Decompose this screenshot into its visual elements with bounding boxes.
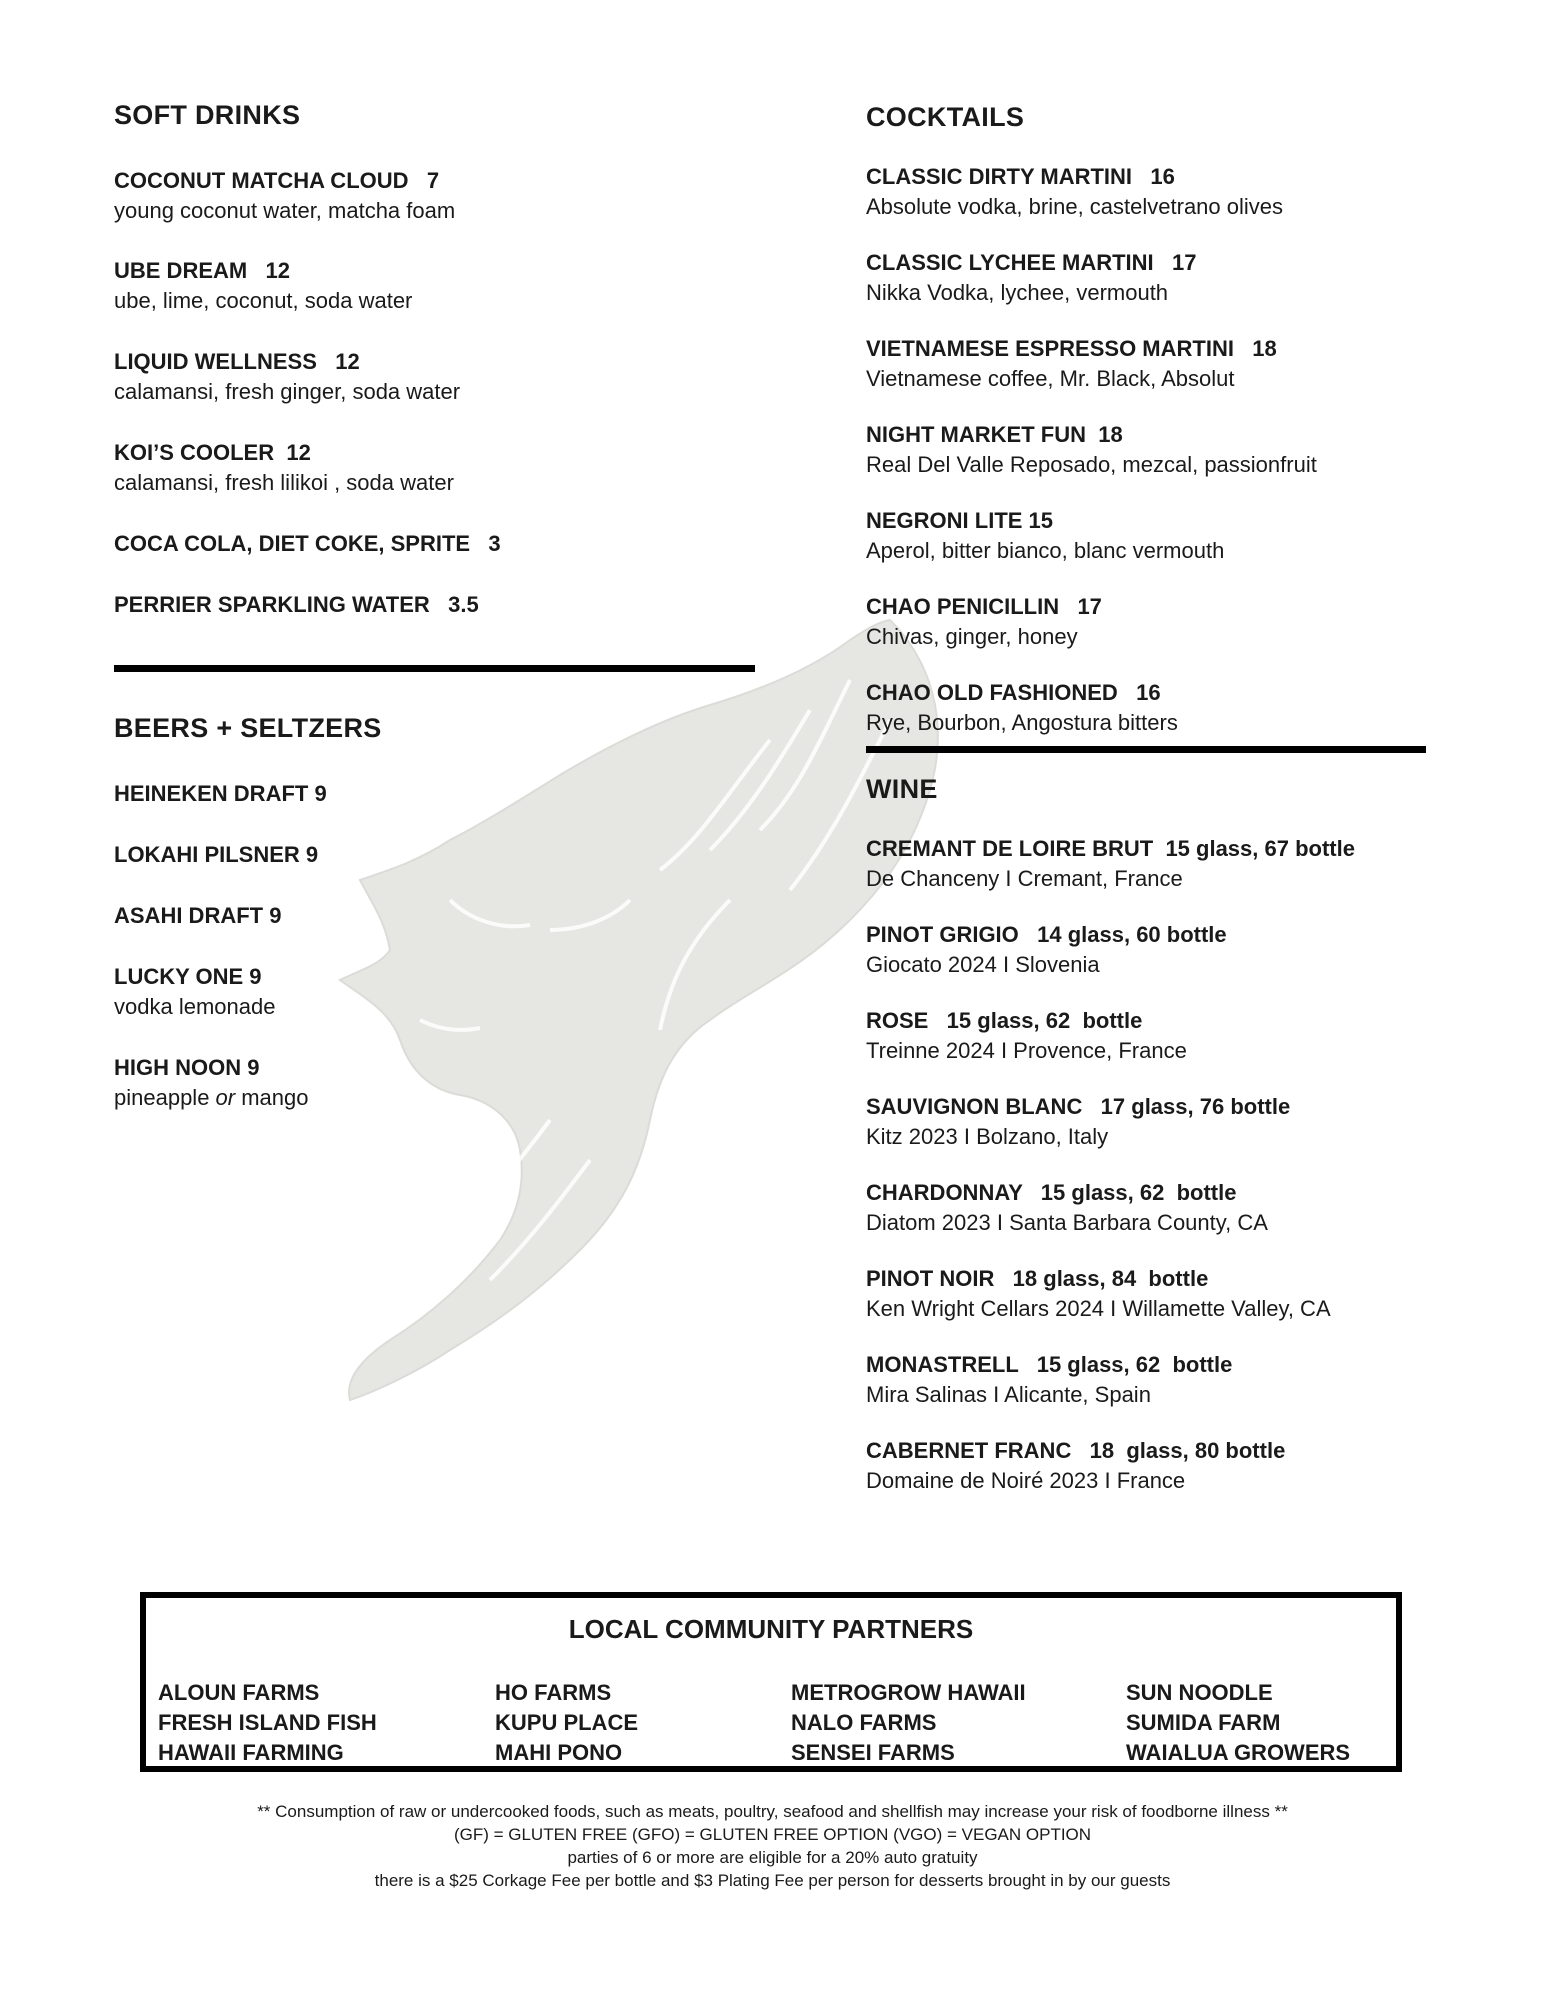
section-divider [866,746,1426,753]
soft-drinks-list [114,166,501,620]
item-desc: ube, lime, coconut, soda water [114,288,413,313]
item-desc [114,1083,327,1113]
item-desc: Kitz 2023 I Bolzano, Italy [866,1124,1109,1149]
wine-list [866,834,1355,1496]
menu-item [866,834,1355,894]
item-desc: Aperol, bitter bianco, blanc vermouth [866,538,1225,563]
beers-section [114,713,382,744]
menu-item [114,256,501,316]
partners-column [1126,1678,1350,1768]
partner-name: SUMIDA FARM [1126,1710,1281,1735]
menu-item [866,1264,1355,1324]
menu-item [866,678,1317,738]
item-desc: Treinne 2024 I Provence, France [866,1038,1187,1063]
item-name: CLASSIC LYCHEE MARTINI 17 [866,250,1197,275]
menu-item [114,438,501,498]
partners-title: LOCAL COMMUNITY PARTNERS [568,1614,974,1644]
beers-list [114,779,327,1113]
item-desc: calamansi, fresh lilikoi , soda water [114,470,454,495]
menu-item [866,1350,1355,1410]
item-name: HIGH NOON 9 [114,1055,260,1080]
partner-name: SENSEI FARMS [791,1740,955,1765]
item-desc: Real Del Valle Reposado, mezcal, passionfruit [866,452,1317,477]
partner-name: METROGROW HAWAII [791,1680,1026,1705]
item-name: CLASSIC DIRTY MARTINI 16 [866,164,1175,189]
item-name: LUCKY ONE 9 [114,964,262,989]
section-title: COCKTAILS [866,102,1025,132]
menu-item [114,590,501,620]
item-name: LOKAHI PILSNER 9 [114,842,319,867]
item-name: ROSE 15 glass, 62 bottle [866,1008,1143,1033]
cocktails-list [866,162,1317,738]
wine-section [866,774,938,805]
item-name: CREMANT DE LOIRE BRUT 15 glass, 67 bottle [866,836,1355,861]
item-name: KOI’S COOLER 12 [114,440,311,465]
partner-name: HO FARMS [495,1680,612,1705]
partners-column [158,1678,377,1768]
menu-item [114,347,501,407]
partner-name: ALOUN FARMS [158,1680,320,1705]
menu-item [866,334,1317,394]
footer-notes [0,1800,1545,1892]
menu-item [114,901,327,931]
footer-line: there is a $25 Corkage Fee per bottle and $3 Plating Fee per person for desserts brought in by our guests [374,1871,1171,1890]
item-desc: calamansi, fresh ginger, soda water [114,379,461,404]
soft-drinks-section [114,100,300,131]
item-desc: Rye, Bourbon, Angostura bitters [866,710,1178,735]
section-divider [114,665,755,672]
menu-item [114,1053,327,1113]
menu-item [866,162,1317,222]
item-desc: Domaine de Noiré 2023 I France [866,1468,1186,1493]
item-desc: Ken Wright Cellars 2024 I Willamette Valley, CA [866,1296,1331,1321]
section-title: WINE [866,774,938,804]
partners-box [140,1592,1402,1772]
item-name: PERRIER SPARKLING WATER 3.5 [114,592,479,617]
item-name: PINOT NOIR 18 glass, 84 bottle [866,1266,1209,1291]
menu-item [866,248,1317,308]
cocktails-section [866,102,1024,133]
menu-item [866,506,1317,566]
partners-column [495,1678,638,1768]
footer-line: (GF) = GLUTEN FREE (GFO) = GLUTEN FREE OPTION (VGO) = VEGAN OPTION [453,1825,1092,1844]
partner-name: NALO FARMS [791,1710,937,1735]
item-desc: vodka lemonade [114,994,276,1019]
partner-name: KUPU PLACE [495,1710,639,1735]
section-title: BEERS + SELTZERS [114,713,382,743]
menu-item [866,420,1317,480]
item-desc: Chivas, ginger, honey [866,624,1078,649]
item-name: VIETNAMESE ESPRESSO MARTINI 18 [866,336,1277,361]
item-desc: Diatom 2023 I Santa Barbara County, CA [866,1210,1268,1235]
section-title: SOFT DRINKS [114,100,301,130]
partners-column [791,1678,1026,1768]
menu-item [866,1006,1355,1066]
item-name: MONASTRELL 15 glass, 62 bottle [866,1352,1233,1377]
footer-line: ** Consumption of raw or undercooked foods, such as meats, poultry, seafood and shellfish may increase your risk of foodborne illness ** [257,1802,1288,1821]
footer-line: parties of 6 or more are eligible for a 20% auto gratuity [567,1848,978,1867]
menu-item [866,592,1317,652]
item-desc: Absolute vodka, brine, castelvetrano olives [866,194,1284,219]
menu-item [866,1092,1355,1152]
partner-name: SUN NOODLE [1126,1680,1273,1705]
item-name: COCONUT MATCHA CLOUD 7 [114,168,440,193]
item-name: LIQUID WELLNESS 12 [114,349,360,374]
item-desc: Giocato 2024 I Slovenia [866,952,1100,977]
menu-item [866,1178,1355,1238]
item-desc: young coconut water, matcha foam [114,198,456,223]
item-name: CABERNET FRANC 18 glass, 80 bottle [866,1438,1286,1463]
desc-part: mango [235,1085,309,1110]
item-desc: De Chanceny I Cremant, France [866,866,1183,891]
partner-name: FRESH ISLAND FISH [158,1710,377,1735]
item-desc: Nikka Vodka, lychee, vermouth [866,280,1169,305]
item-name: CHARDONNAY 15 glass, 62 bottle [866,1180,1237,1205]
item-desc: Mira Salinas I Alicante, Spain [866,1382,1151,1407]
item-name: COCA COLA, DIET COKE, SPRITE 3 [114,531,501,556]
menu-item [114,962,327,1022]
partner-name: HAWAII FARMING [158,1740,344,1765]
item-name: CHAO OLD FASHIONED 16 [866,680,1161,705]
menu-item [114,840,327,870]
menu-item [866,1436,1355,1496]
partner-name: MAHI PONO [495,1740,623,1765]
partner-name: WAIALUA GROWERS [1126,1740,1351,1765]
item-name: HEINEKEN DRAFT 9 [114,781,327,806]
menu-item [114,166,501,226]
item-name: ASAHI DRAFT 9 [114,903,282,928]
item-name: SAUVIGNON BLANC 17 glass, 76 bottle [866,1094,1291,1119]
menu-item [114,529,501,559]
item-name: NEGRONI LITE 15 [866,508,1054,533]
desc-or: or [215,1085,236,1110]
item-name: UBE DREAM 12 [114,258,291,283]
item-name: NIGHT MARKET FUN 18 [866,422,1123,447]
item-name: PINOT GRIGIO 14 glass, 60 bottle [866,922,1227,947]
item-name: CHAO PENICILLIN 17 [866,594,1102,619]
menu-item [866,920,1355,980]
desc-part: pineapple [114,1085,216,1110]
item-desc: Vietnamese coffee, Mr. Black, Absolut [866,366,1235,391]
menu-item [114,779,327,809]
